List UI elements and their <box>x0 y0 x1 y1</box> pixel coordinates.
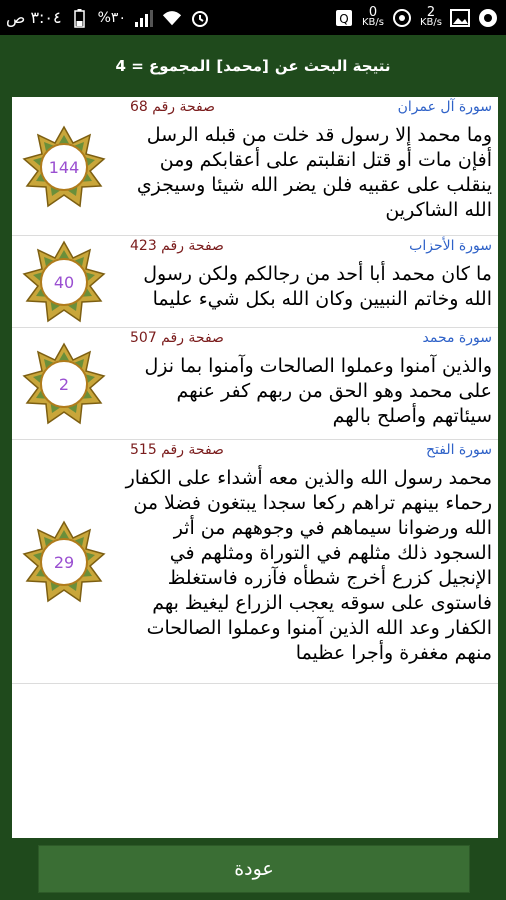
search-result-header <box>0 35 506 97</box>
page-number: صفحة رقم 515 <box>130 442 224 458</box>
results-list[interactable] <box>12 97 498 838</box>
page-number: صفحة رقم 507 <box>130 330 224 346</box>
page-number: صفحة رقم 423 <box>130 238 224 254</box>
image-icon <box>450 8 470 28</box>
surah-name: سورة الأحزاب <box>409 238 492 254</box>
list-item[interactable] <box>12 440 498 684</box>
verse-text: وما محمد إلا رسول قد خلت من قبله الرسل أفإن مات أو قتل انقلبتم على أعقابكم ومن ينقلب على عقبيه فلن يضر الله شيئا وسيجزي الله الشاكرين <box>136 124 492 221</box>
alarm-icon <box>190 8 210 28</box>
ayah-number: 144 <box>48 157 80 177</box>
verse-text: والذين آمنوا وعملوا الصالحات وآمنوا بما نزل على محمد وهو الحق من ربهم كفر عنهم سيئاتهم وأصلح بالهم <box>144 355 492 427</box>
svg-text:Q: Q <box>339 11 349 26</box>
sync-icon <box>392 8 412 28</box>
ayah-number: 40 <box>53 272 75 292</box>
net-speed-1: 2 KB/s <box>420 4 442 28</box>
signal-icon <box>134 8 154 28</box>
header-total: المجموع = 4 <box>115 57 211 75</box>
ayah-number: 2 <box>58 374 70 394</box>
list-item[interactable] <box>12 97 498 236</box>
surah-name: سورة الفتح <box>425 442 492 458</box>
list-item[interactable] <box>12 328 498 440</box>
status-right <box>334 0 498 35</box>
status-left <box>6 0 210 35</box>
page-number: صفحة رقم 68 <box>130 99 216 115</box>
battery-icon <box>70 8 90 28</box>
app-notification-icon <box>478 8 498 28</box>
battery-percent: %٣٠ <box>97 9 126 26</box>
verse-text: محمد رسول الله والذين معه أشداء على الكفار رحماء بينهم تراهم ركعا سجدا يبتغون فضلا من الله ورضوانا سيماهم في وجوههم من أثر السجود ذلك مثلهم في التوراة ومثلهم في الإنجيل كزرع أخرج شطأه فآزره فاستغلظ فاستوى على سوقه يعجب الزراع ليغيظ بهم الكفار وعد الله الذين آمنوا وعملوا الصالحات منهم مغفرة وأجرا عظيما <box>125 467 492 664</box>
ayah-number: 29 <box>53 552 75 572</box>
clock: ٣:٠٤ ص <box>6 8 62 27</box>
wifi-icon <box>162 8 182 28</box>
status-bar <box>0 0 506 35</box>
surah-name: سورة محمد <box>422 330 492 346</box>
surah-name: سورة آل عمران <box>397 99 492 115</box>
list-item[interactable] <box>12 236 498 328</box>
header-query: [محمد] <box>216 57 269 75</box>
ayah-number-ornament <box>20 340 108 428</box>
verse-text: ما كان محمد أبا أحد من رجالكم ولكن رسول الله وخاتم النبيين وكان الله بكل شيء عليما <box>143 263 492 310</box>
ayah-number-ornament <box>20 518 108 606</box>
ayah-number-ornament <box>20 238 108 326</box>
header-label: نتيجة البحث عن <box>274 57 391 75</box>
net-speed-2: 0 KB/s <box>362 4 384 28</box>
notification-icon <box>334 8 354 28</box>
back-button[interactable]: عودة <box>38 845 470 893</box>
ayah-number-ornament <box>20 123 108 211</box>
